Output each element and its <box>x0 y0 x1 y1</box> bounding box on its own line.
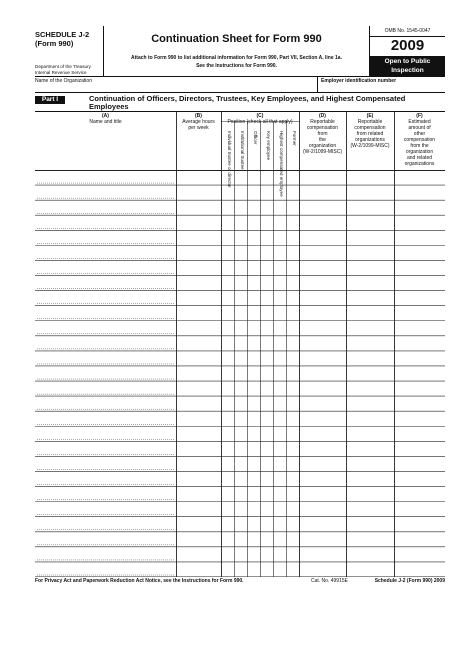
privacy-notice: For Privacy Act and Paperwork Reduction Act Notice, see the Instructions for Form 990. <box>35 578 244 584</box>
column-e-line: (W-2/1099-MISC) <box>350 143 390 149</box>
column-e-line: organizations <box>355 137 385 143</box>
column-d-line: organization <box>308 143 337 149</box>
column-f-line: amount of <box>408 125 431 131</box>
schedule-id <box>35 30 103 48</box>
column-f-line: compensation <box>403 137 436 143</box>
see-instructions: See the Instructions for Form 990. <box>196 63 277 69</box>
column-e-letter: (E) <box>366 113 374 119</box>
part-title: Continuation of Officers, Directors, Trustees, Key Employees, and Highest Compensated Employees <box>89 94 406 111</box>
omb-number: OMB No. 1545-0047 <box>370 26 445 37</box>
catalog-number: Cat. No. 49915E <box>311 578 348 584</box>
position-officer: Officer <box>253 131 258 145</box>
column-e-line: from related <box>356 131 384 137</box>
position-institutional-trustee: Institutional trustee <box>240 131 245 170</box>
position-key-employee: Key employee <box>266 131 271 161</box>
column-d-line: Reportable <box>310 119 335 125</box>
tax-year: 2009 <box>390 37 425 54</box>
schedule-form: (Form 990) <box>35 39 74 48</box>
part-badge: Part I <box>35 96 65 104</box>
department-line-1: Department of the Treasury <box>35 64 91 69</box>
attach-instruction: Attach to Form 990 to list additional information for Form 990, Part VII, Section A, line 1a. <box>131 55 342 61</box>
column-b-label-line-2: per week <box>188 125 209 131</box>
inspection-line-2: Inspection <box>391 67 424 74</box>
inspection-line-1: Open to Public <box>384 58 431 65</box>
column-d-letter: (D) <box>319 113 326 119</box>
column-f-line: and related <box>406 155 433 161</box>
public-inspection-badge <box>370 56 445 76</box>
column-f-letter: (F) <box>416 113 423 119</box>
form-reference: Schedule J-2 (Form 990) 2009 <box>374 578 445 584</box>
header-center <box>104 33 369 69</box>
position-former: Former <box>292 131 297 146</box>
form-footer <box>35 577 445 587</box>
part-i-header <box>35 93 445 112</box>
column-f-line: other <box>413 131 426 137</box>
ein-label: Employer identification number <box>321 78 397 84</box>
column-d-line: compensation <box>306 125 339 131</box>
column-f-line: from the <box>410 143 429 149</box>
column-c-label: Position (check all that apply) <box>227 119 293 125</box>
position-highest-compensated: Highest compensated employee <box>279 131 284 197</box>
position-individual-trustee: Individual trustee or director <box>227 131 232 188</box>
column-d-line: from <box>317 131 328 137</box>
column-d-line: the <box>319 137 326 143</box>
column-c-letter: (C) <box>256 113 264 119</box>
column-e-line: Reportable <box>357 119 383 125</box>
column-d-line: (W-2/1099-MISC) <box>302 149 343 155</box>
column-f-line: organization <box>405 149 434 155</box>
column-a-letter: (A) <box>102 113 109 119</box>
organization-row <box>35 77 445 93</box>
organization-row-divider <box>317 77 318 93</box>
column-f-line: organizations <box>404 161 435 167</box>
department-label <box>35 64 105 76</box>
department-line-2: Internal Revenue Service <box>35 70 87 75</box>
compensation-table-grid <box>35 112 445 577</box>
column-f-line: Estimated <box>408 119 431 125</box>
column-e-line: compensation <box>354 125 386 131</box>
schedule-title: SCHEDULE J-2 <box>35 30 90 39</box>
column-a-label: Name and title <box>89 119 122 125</box>
column-b-letter: (B) <box>195 113 202 119</box>
column-b-label-line-1: Average hours <box>182 119 215 125</box>
organization-name-label: Name of the Organization <box>35 78 92 84</box>
form-title: Continuation Sheet for Form 990 <box>151 33 322 45</box>
